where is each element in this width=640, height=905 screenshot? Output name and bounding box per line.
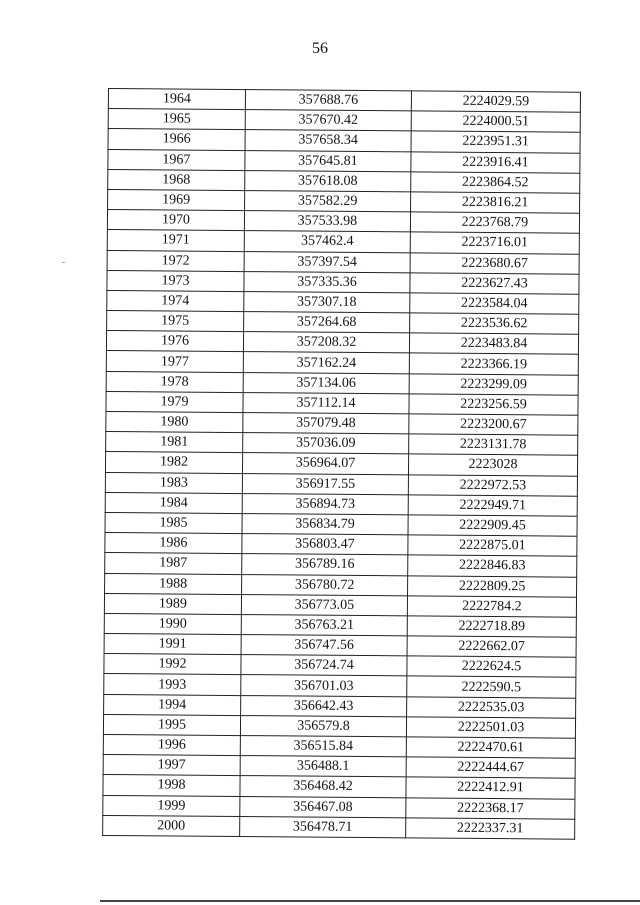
- value-cell: 356917.55: [242, 473, 408, 494]
- value-cell: 357688.76: [245, 90, 411, 111]
- year-cell: 1966: [108, 129, 245, 150]
- data-table: [102, 88, 581, 840]
- value-cell: 356763.21: [241, 614, 407, 635]
- year-cell: 2000: [103, 815, 240, 836]
- year-cell: 1976: [106, 331, 243, 352]
- total-cell: 2222412.91: [406, 777, 575, 799]
- year-cell: 1985: [105, 512, 242, 533]
- year-cell: 1995: [103, 714, 240, 735]
- value-cell: 356803.47: [242, 534, 408, 555]
- year-cell: 1968: [108, 169, 245, 190]
- value-cell: 356724.74: [241, 655, 407, 676]
- page-number: 56: [312, 40, 328, 57]
- total-cell: 2222470.61: [406, 737, 575, 759]
- total-cell: 2223864.52: [411, 172, 580, 194]
- year-cell: 1993: [104, 674, 241, 695]
- total-cell: 2223627.43: [410, 273, 579, 295]
- year-cell: 1996: [103, 734, 240, 755]
- year-cell: 1992: [104, 654, 241, 675]
- total-cell: 2224029.59: [411, 91, 580, 113]
- year-cell: 1973: [107, 270, 244, 291]
- value-cell: 356701.03: [241, 675, 407, 696]
- value-cell: 356478.71: [240, 816, 406, 837]
- year-cell: 1970: [107, 210, 244, 231]
- value-cell: 356579.8: [240, 715, 406, 736]
- total-cell: 2223028: [408, 454, 577, 476]
- value-cell: 357462.4: [244, 231, 410, 252]
- total-cell: 2223299.09: [409, 373, 578, 395]
- total-cell: 2222972.53: [408, 474, 577, 496]
- total-cell: 2223584.04: [410, 293, 579, 315]
- total-cell: 2222809.25: [408, 575, 577, 597]
- total-cell: 2223816.21: [411, 192, 580, 214]
- scan-artifact: [62, 262, 65, 263]
- year-cell: 1999: [103, 795, 240, 816]
- value-cell: 356964.07: [242, 453, 408, 474]
- year-cell: 1967: [108, 149, 245, 170]
- value-cell: 356642.43: [241, 695, 407, 716]
- year-cell: 1979: [106, 391, 243, 412]
- value-cell: 356834.79: [242, 514, 408, 535]
- value-cell: 357533.98: [244, 211, 410, 232]
- total-cell: 2222718.89: [407, 616, 576, 638]
- year-cell: 1987: [105, 553, 242, 574]
- total-cell: 2222624.5: [407, 656, 576, 678]
- year-cell: 1991: [104, 634, 241, 655]
- year-cell: 1988: [105, 573, 242, 594]
- year-cell: 1965: [108, 109, 245, 130]
- total-cell: 2222535.03: [407, 696, 576, 718]
- total-cell: 2223131.78: [409, 434, 578, 456]
- total-cell: 2223916.41: [411, 151, 580, 173]
- value-cell: 357670.42: [245, 110, 411, 131]
- total-cell: 2223951.31: [411, 131, 580, 153]
- total-cell: 2222662.07: [407, 636, 576, 658]
- year-cell: 1974: [107, 290, 244, 311]
- value-cell: 356488.1: [240, 756, 406, 777]
- value-cell: 356468.42: [240, 776, 406, 797]
- total-cell: 2222501.03: [406, 717, 575, 739]
- value-cell: 357036.09: [243, 433, 409, 454]
- total-cell: 2223483.84: [409, 333, 578, 355]
- total-cell: 2222949.71: [408, 495, 577, 517]
- total-cell: 2222444.67: [406, 757, 575, 779]
- year-cell: 1975: [107, 311, 244, 332]
- year-cell: 1980: [106, 411, 243, 432]
- total-cell: 2222368.17: [406, 797, 575, 819]
- scan-edge-line: [100, 900, 640, 902]
- value-cell: 357645.81: [245, 150, 411, 171]
- value-cell: 357658.34: [245, 130, 411, 151]
- total-cell: 2223768.79: [410, 212, 579, 234]
- year-cell: 1994: [104, 694, 241, 715]
- year-cell: 1989: [104, 593, 241, 614]
- value-cell: 357335.36: [244, 271, 410, 292]
- year-cell: 1997: [103, 755, 240, 776]
- year-cell: 1971: [107, 230, 244, 251]
- value-cell: 356467.08: [240, 796, 406, 817]
- year-cell: 1978: [106, 371, 243, 392]
- total-cell: 2223680.67: [410, 252, 579, 274]
- value-cell: 357208.32: [243, 332, 409, 353]
- year-cell: 1969: [108, 189, 245, 210]
- value-cell: 357582.29: [245, 191, 411, 212]
- table-row: [103, 815, 575, 839]
- year-cell: 1981: [106, 432, 243, 453]
- value-cell: 356515.84: [240, 736, 406, 757]
- table-container: [102, 88, 581, 840]
- value-cell: 356780.72: [242, 574, 408, 595]
- value-cell: 356747.56: [241, 635, 407, 656]
- value-cell: 356789.16: [242, 554, 408, 575]
- year-cell: 1972: [107, 250, 244, 271]
- total-cell: 2222875.01: [408, 535, 577, 557]
- value-cell: 357397.54: [244, 251, 410, 272]
- year-cell: 1998: [103, 775, 240, 796]
- value-cell: 357134.06: [243, 372, 409, 393]
- total-cell: 2222337.31: [406, 818, 575, 840]
- year-cell: 1990: [104, 613, 241, 634]
- value-cell: 357162.24: [243, 352, 409, 373]
- value-cell: 357618.08: [245, 170, 411, 191]
- year-cell: 1983: [105, 472, 242, 493]
- total-cell: 2223716.01: [410, 232, 579, 254]
- total-cell: 2222909.45: [408, 515, 577, 537]
- value-cell: 356773.05: [241, 594, 407, 615]
- total-cell: 2223366.19: [409, 353, 578, 375]
- total-cell: 2223200.67: [409, 414, 578, 436]
- total-cell: 2222846.83: [408, 555, 577, 577]
- year-cell: 1964: [108, 89, 245, 110]
- total-cell: 2223256.59: [409, 394, 578, 416]
- value-cell: 357264.68: [244, 312, 410, 333]
- total-cell: 2222784.2: [407, 596, 576, 618]
- value-cell: 357112.14: [243, 392, 409, 413]
- year-cell: 1984: [105, 492, 242, 513]
- value-cell: 357079.48: [243, 413, 409, 434]
- total-cell: 2223536.62: [410, 313, 579, 335]
- value-cell: 356894.73: [242, 493, 408, 514]
- year-cell: 1977: [106, 351, 243, 372]
- year-cell: 1986: [105, 533, 242, 554]
- year-cell: 1982: [105, 452, 242, 473]
- total-cell: 2222590.5: [407, 676, 576, 698]
- value-cell: 357307.18: [244, 291, 410, 312]
- table-body: [103, 89, 581, 840]
- total-cell: 2224000.51: [411, 111, 580, 133]
